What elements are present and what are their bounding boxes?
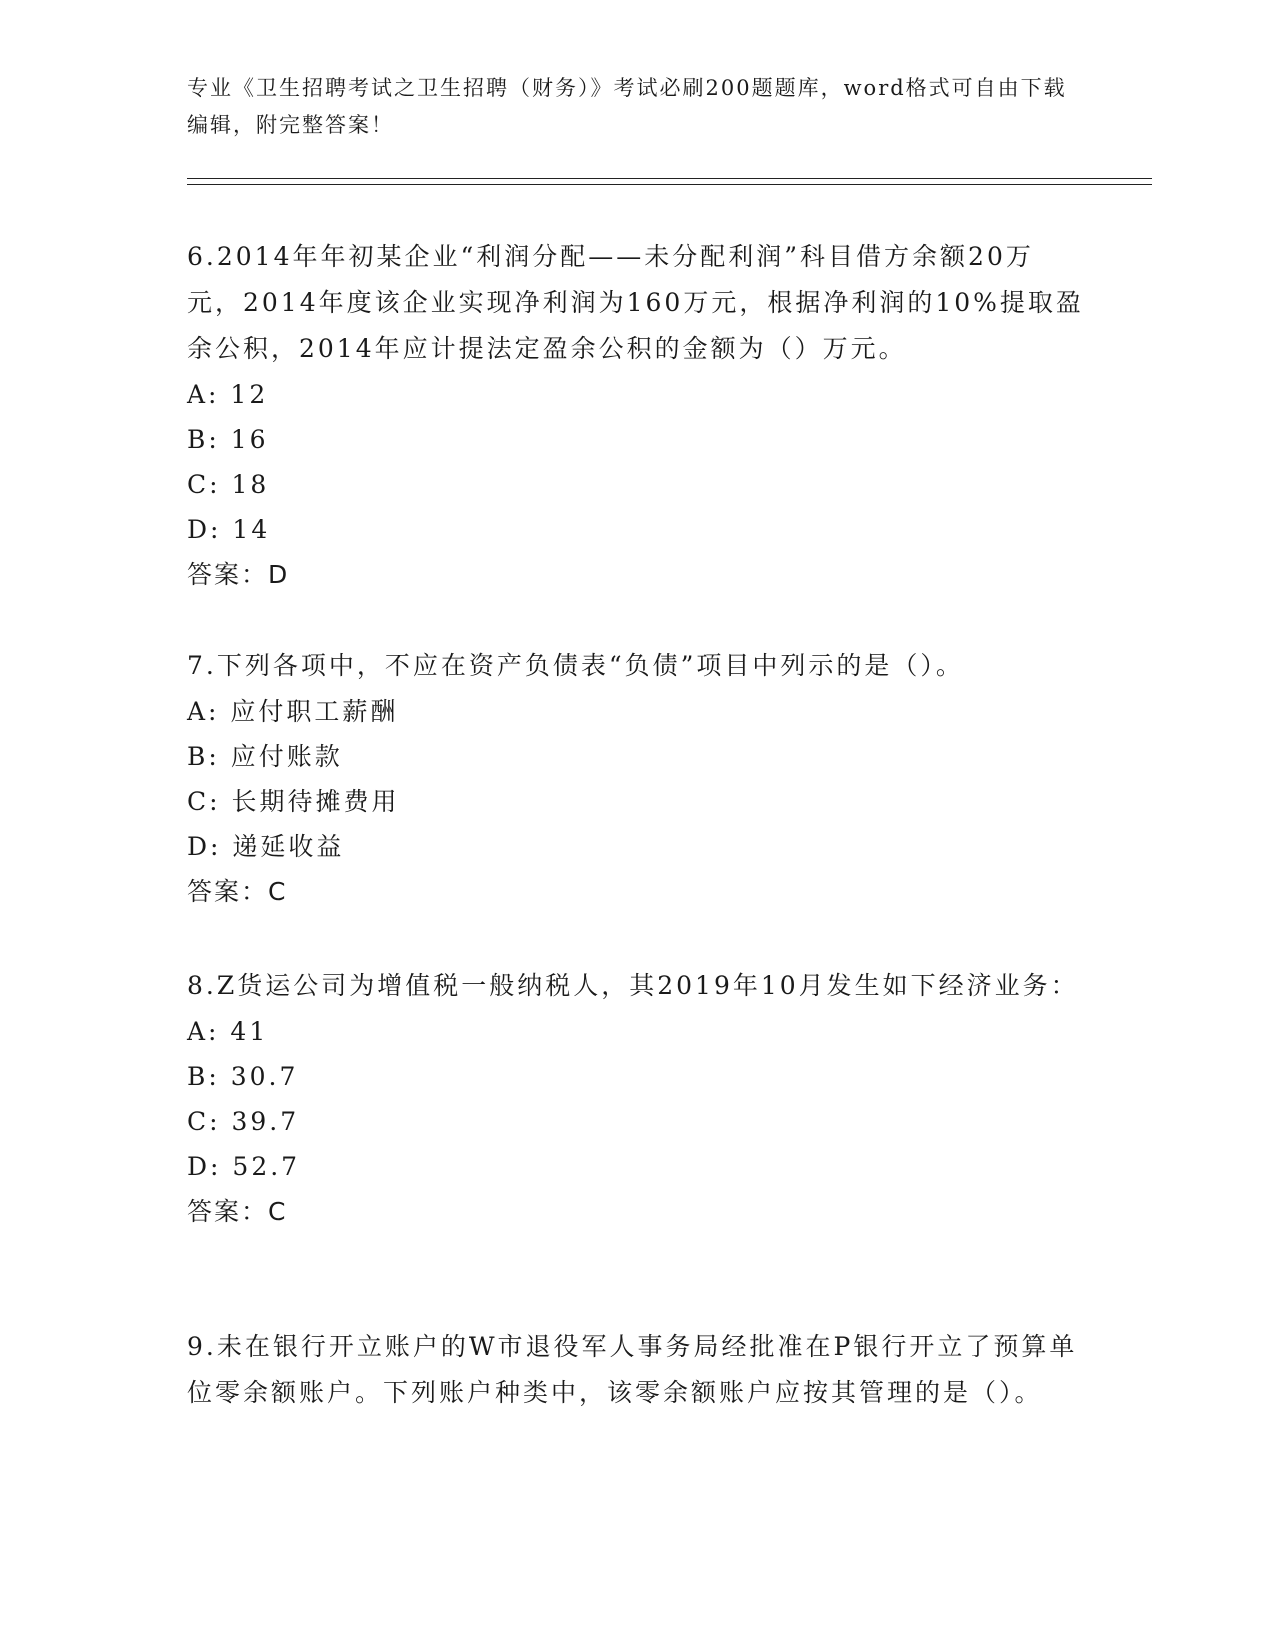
option-b: B: 16 [187,425,269,454]
option-c: C: 18 [187,470,270,499]
question-8 [187,963,1087,1234]
question-stem: 7.下列各项中，不应在资产负债表“负债”项目中列示的是（）。 [187,651,964,680]
question-9 [187,1324,1087,1416]
question-6 [187,234,1087,597]
question-stem: 6.2014年年初某企业“利润分配——未分配利润”科目借方余额20万元，2014年度该企业实现净利润为160万元，根据净利润的10%提取盈余公积，2014年应计提法定盈余公积的金额为（）万元。 [187,242,1084,363]
question-7 [187,643,1087,914]
option-a: A: 12 [187,380,269,409]
option-b: B: 应付账款 [187,742,343,771]
document-header: 专业《卫生招聘考试之卫生招聘（财务）》考试必刷200题题库，word格式可自由下载编辑，附完整答案！ [187,76,1067,137]
option-b: B: 30.7 [187,1062,299,1091]
option-c: C: 长期待摊费用 [187,787,400,816]
header-divider-bottom [187,184,1152,185]
answer-line: 答案：D [187,560,290,589]
option-c: C: 39.7 [187,1107,300,1136]
option-a: A: 41 [187,1017,269,1046]
header-divider-top [187,178,1152,179]
answer-line: 答案：C [187,877,288,906]
option-d: D: 递延收益 [187,832,345,861]
option-d: D: 52.7 [187,1152,301,1181]
question-stem: 9.未在银行开立账户的W市退役军人事务局经批准在P银行开立了预算单位零余额账户。下列账户种类中，该零余额账户应按其管理的是（）。 [187,1332,1078,1407]
option-d: D: 14 [187,515,271,544]
option-a: A: 应付职工薪酬 [187,697,399,726]
answer-line: 答案：C [187,1197,288,1226]
question-stem: 8.Z货运公司为增值税一般纳税人，其2019年10月发生如下经济业务： [187,971,1079,1000]
